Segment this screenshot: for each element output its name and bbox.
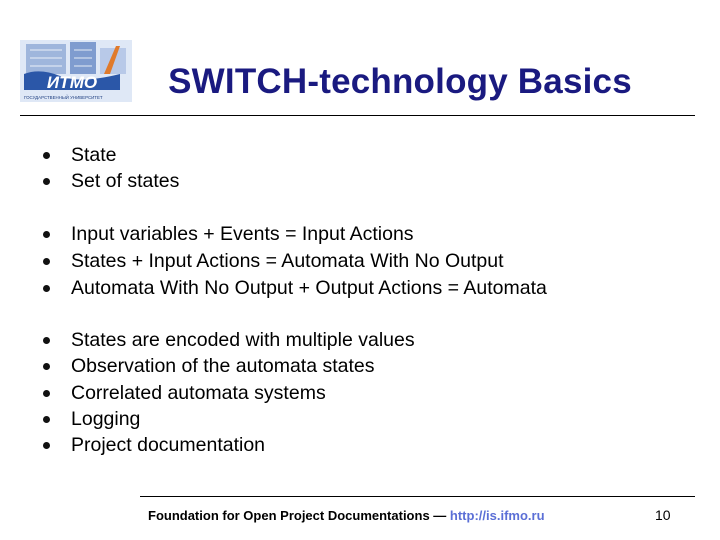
bullet-item: Project documentation bbox=[40, 432, 265, 458]
bullet-item: Logging bbox=[40, 406, 140, 432]
svg-text:ГОСУДАРСТВЕННЫЙ УНИВЕРСИТЕТ: ГОСУДАРСТВЕННЫЙ УНИВЕРСИТЕТ bbox=[24, 95, 103, 100]
bullet-item: Automata With No Output + Output Actions = Automata bbox=[40, 275, 547, 301]
bullet-dot-icon bbox=[43, 285, 50, 292]
footer-link[interactable]: http://is.ifmo.ru bbox=[449, 508, 545, 523]
bullet-dot-icon bbox=[43, 152, 50, 159]
bullet-dot-icon bbox=[43, 258, 50, 265]
bullet-item: Observation of the automata states bbox=[40, 353, 375, 379]
title-divider bbox=[20, 115, 695, 116]
bullet-dot-icon bbox=[43, 337, 50, 344]
bullet-item: States + Input Actions = Automata With No Output bbox=[40, 248, 504, 274]
bullet-item: Input variables + Events = Input Actions bbox=[40, 221, 414, 247]
bullet-dot-icon bbox=[43, 231, 50, 238]
page-number: 10 bbox=[655, 507, 671, 523]
footer-divider bbox=[140, 496, 695, 497]
bullet-dot-icon bbox=[43, 178, 50, 185]
footer bbox=[148, 508, 545, 523]
footer-text: Foundation for Open Project Documentations — bbox=[148, 508, 450, 523]
itmo-logo bbox=[20, 40, 132, 102]
slide-title: SWITCH-technology Basics bbox=[168, 62, 632, 101]
bullet-dot-icon bbox=[43, 416, 50, 423]
bullet-dot-icon bbox=[43, 390, 50, 397]
bullet-dot-icon bbox=[43, 442, 50, 449]
bullet-item: Correlated automata systems bbox=[40, 380, 326, 406]
bullet-item: States are encoded with multiple values bbox=[40, 327, 415, 353]
bullet-item: Set of states bbox=[40, 168, 179, 194]
bullet-dot-icon bbox=[43, 363, 50, 370]
svg-text:ИТМО: ИТМО bbox=[46, 73, 98, 92]
bullet-item: State bbox=[40, 142, 117, 168]
